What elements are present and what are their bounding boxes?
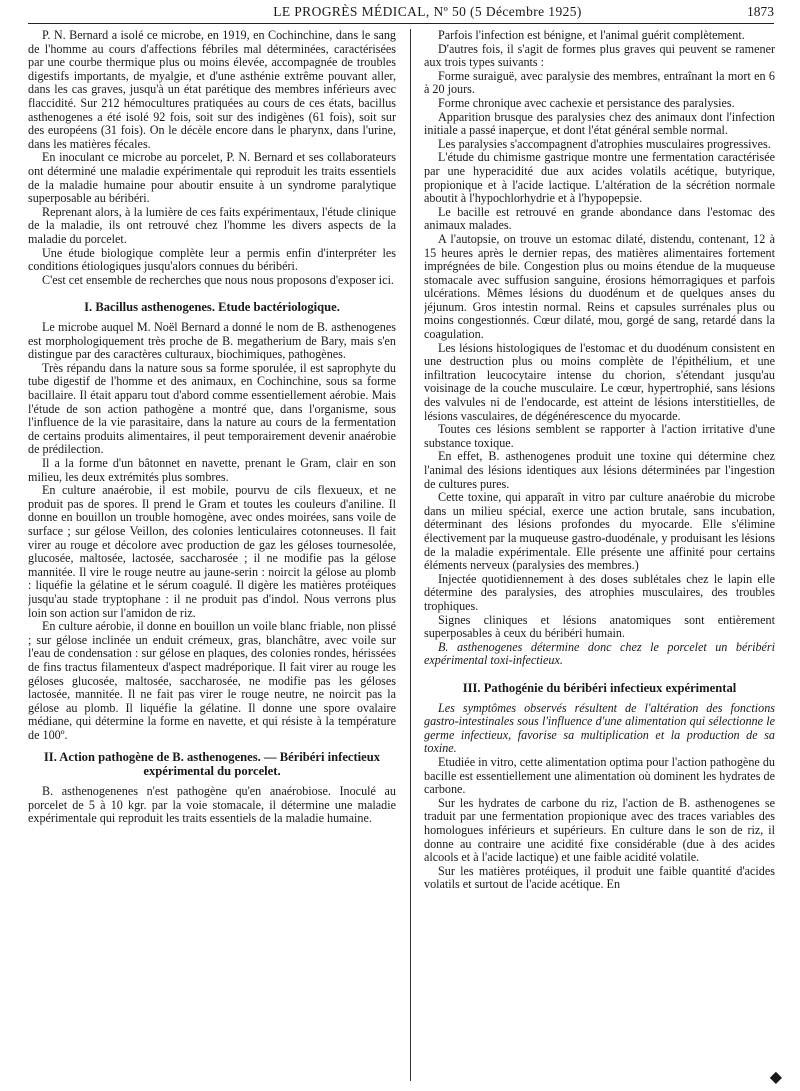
- paragraph: L'étude du chimisme gastrique montre une fermentation caractérisée par une hyperacidité due aux acides volatils acétique, butyrique, propionique et à l'acide lactique. L'altération de la sécrétion normale aboutit à l'hypochlorhydrie et à l'hypopepsie.: [424, 150, 775, 206]
- paragraph: Les paralysies s'accompagnent d'atrophies musculaires progressives.: [438, 136, 771, 151]
- paragraph: C'est cet ensemble de recherches que nous nous proposons d'exposer ici.: [42, 272, 394, 287]
- paragraph: Injectée quotidiennement à des doses sublétales chez le lapin elle détermine des paralysies, des atrophies musculaires, des troubles trophiques.: [424, 571, 775, 613]
- paragraph: Le microbe auquel M. Noël Bernard a donné le nom de B. asthenogenes est morphologiquement très proche de B. megatherium de Bary, mais s'en distingue par des caractères culturaux, biochimiques, pathogènes.: [28, 320, 396, 362]
- paragraph: Sur les matières protéiques, il produit une faible quantité d'acides volatils et surtout de l'acide acétique. En: [424, 863, 775, 892]
- paragraph: D'autres fois, il s'agit de formes plus graves qui peuvent se ramener aux trois types suivants :: [424, 41, 775, 70]
- paragraph: Sur les hydrates de carbone du riz, l'action de B. asthenogenes se traduit par une fermentation propionique avec des traces variables des homologues inférieurs et supérieurs. En culture dans le son de riz, il donne au contraire une acidité fixe considérable (due à des acides alcools et à l'acide lactique) et une faible acidité volatile.: [424, 795, 775, 865]
- journal-title: LE PROGRÈS MÉDICAL, Nº 50 (5 Décembre 1925): [273, 4, 582, 19]
- paragraph: Etudiée in vitro, cette alimentation optima pour l'action pathogène du bacille est essentiellement une alimentation où dominent les hydrates de carbone.: [424, 755, 775, 797]
- paragraph: En effet, B. asthenogenes produit une toxine qui détermine chez l'animal des lésions identiques aux lésions déterminées par l'ingestion de cultures pures.: [424, 449, 775, 491]
- paragraph: Reprenant alors, à la lumière de ces faits expérimentaux, l'étude clinique de la maladie, ils ont retrouvé chez l'homme les divers aspects de la maladie du porcelet.: [28, 204, 396, 246]
- paragraph: B. asthenogenes détermine donc chez le porcelet un béribéri expérimental toxi-infectieux.: [424, 639, 775, 668]
- section-heading: III. Pathogénie du béribéri infectieux expérimental: [462, 680, 737, 695]
- paragraph: Le bacille est retrouvé en grande abondance dans l'estomac des animaux malades.: [424, 204, 775, 233]
- paragraph: Forme chronique avec cachexie et persistance des paralysies.: [438, 95, 735, 110]
- paragraph: Parfois l'infection est bénigne, et l'animal guérit complètement.: [438, 29, 745, 42]
- paragraph: En culture anaérobie, il est mobile, pourvu de cils flexueux, et ne produit pas de spores. Il prend le Gram et toutes les couleurs d'aniline. Il donne en bouillon un trouble homogène, avec ondes moirées, sans voile de surface ; sur gélose Veillon, des colonies lenticulaires cotonneuses. Il fait virer au rouge et décolore avec production de gaz les géloses tournesolée, glucosée, maltosée, lactosée, saccharosée ; il ne modifie pas la gélose mannitée. Il vire le rouge neutre au jaune-serin : noircit la gélose au plomb : liquéfie la gélatine et le sérum coagulé. Il digère les matières protéiques jusqu'au stade tryptophane : il ne produit pas d'indol. Nous verrons plus loin son action sur l'amidon de riz.: [28, 483, 396, 620]
- paragraph: Forme suraiguë, avec paralysie des membres, entraînant la mort en 6 à 20 jours.: [424, 68, 775, 97]
- paragraph: Une étude biologique complète leur a permis enfin d'interpréter les conditions étiologiques jusqu'alors connues du béribéri.: [28, 245, 396, 274]
- paragraph: B. asthenogenenes n'est pathogène qu'en anaérobiose. Inoculé au porcelet de 5 à 10 kgr. par la voie stomacale, il détermine une maladie expérimentale qui reproduit les traits essentiels de la maladie humaine.: [28, 784, 396, 826]
- paragraph: Signes cliniques et lésions anatomiques sont entièrement superposables à ceux du béribéri humain.: [424, 612, 775, 641]
- paragraph: Les lésions histologiques de l'estomac et du duodénum consistent en une destruction plus ou moins complète de l'épithélium, et une infiltration leucocytaire intense du chorion, s'étendant jusqu'au voisinage de la couche musculaire. Le cœur, hypertrophié, sans lésions des valvules ni de l'endocarde, est atteint de lésions interstitielles, de lésions vasculaires, de dégénérescence du myocarde.: [424, 340, 775, 423]
- paragraph: A l'autopsie, on trouve un estomac dilaté, distendu, contenant, 12 à 15 heures après le dernier repas, des matières alimentaires fortement imprégnées de bile. Congestion plus ou moins étendue de la muqueuse stomacale avec suffusion sanguine, érosions hémorragiques et parfois ulcérations. Mêmes lésions du duodénum et de quelques anses du jéjunum. Gros intestin normal. Reins et capsules surrénales plus ou moins congestionnés. Cœur dilaté, mou, gorgé de sang, retardé dans la coagulation.: [424, 231, 775, 342]
- left-column: [28, 29, 396, 1087]
- paragraph: En inoculant ce microbe au porcelet, P. N. Bernard et ses collaborateurs ont déterminé une maladie expérimentale qui reproduit les traits essentiels de la maladie humaine pour aboutir ensuite à un syndrome paralytique superposable au béribéri.: [28, 150, 396, 206]
- paragraph: Il a la forme d'un bâtonnet en navette, prenant le Gram, clair en son milieu, les deux extrémités plus sombres.: [28, 456, 396, 484]
- paragraph: Cette toxine, qui apparaît in vitro par culture anaérobie du microbe dans un milieu spécial, exerce une action brutale, sans incubation, déterminant des lésions profondes du myocarde. Elle s'élimine électivement par la muqueuse gastro-duodénale, y produisant les lésions de la maladie expérimentale. Elle présente une affinité pour certains éléments nerveux (paralysies des membres.): [424, 490, 775, 573]
- paragraph: Les symptômes observés résultent de l'altération des fonctions gastro-intestinales sous l'influence d'une alimentation qui sélectionne le germe infectieux, favorise sa multiplication et la production de sa toxine.: [424, 700, 775, 756]
- header-rule: [28, 23, 774, 24]
- page-number: 1873: [747, 4, 774, 19]
- running-header: [28, 2, 774, 22]
- column-divider: [410, 29, 411, 1081]
- paragraph: Apparition brusque des paralysies chez des animaux dont l'infection initiale a passé inaperçue, et dont l'état général semble normal.: [424, 109, 775, 138]
- paragraph: P. N. Bernard a isolé ce microbe, en 1919, en Cochinchine, dans le sang de l'homme au cours d'affections fébriles mal déterminées, caractérisées par une courbe thermique plus ou moins élevée, accompagnée de troubles digestifs importants, de myalgie, et d'une asthénie extrême pouvant aller, dans les cas graves, jusqu'à un état parétique des membres inférieurs avec flaccidité. Sur 212 hémocultures pratiquées au cours de ces états, bacillus asthenogenes a été isolé 92 fois, soit sur des indigènes (61 fois), soit sur des européens (31 fois). On le décèle encore dans le pharynx, dans l'urine, dans les matières fécales.: [28, 29, 396, 151]
- end-mark: ◆: [769, 1069, 782, 1086]
- section-heading: II. Action pathogène de B. asthenogenes. — Béribéri infectieux expérimental du porcelet.: [43, 750, 381, 779]
- right-column: [424, 29, 775, 1087]
- section-heading: I. Bacillus asthenogenes. Etude bactériologique.: [84, 300, 340, 315]
- paragraph: Toutes ces lésions semblent se rapporter à l'action irritative d'une substance toxique.: [424, 422, 775, 450]
- paragraph: En culture aérobie, il donne en bouillon un voile blanc friable, non plissé ; sur gélose inclinée un enduit crémeux, gras, blanchâtre, avec voile sur l'eau de condensation : sur gélose en plaques, des colonies rondes, hérissées de fins tractus filamenteux d'aspect madréporique. Il fait virer au rouge les géloses glucosée, maltosée, saccharosée, ne modifie pas les géloses lactosée, mannitée. Il ne fait pas virer le rouge neutre, ne noircit pas la gélose au plomb. Il liquéfie la gélatine. Il donne une spore ovalaire médiane, qui détermine la forme en navette, et qui résiste à la température de 100º.: [28, 619, 396, 742]
- paragraph: Très répandu dans la nature sous sa forme sporulée, il est saprophyte du tube digestif de l'homme et des animaux, en Cochinchine, sous sa forme bacillaire. Il était apparu tout d'abord comme essentiellement aérobie. Mais l'étude de son action pathogène a montré que, dans l'organisme, sous l'influence de la vie parasitaire, dans la nature au cours de la fermentation de certains produits alimentaires, il peut temporairement devenir anaérobie de prédilection.: [28, 360, 396, 457]
